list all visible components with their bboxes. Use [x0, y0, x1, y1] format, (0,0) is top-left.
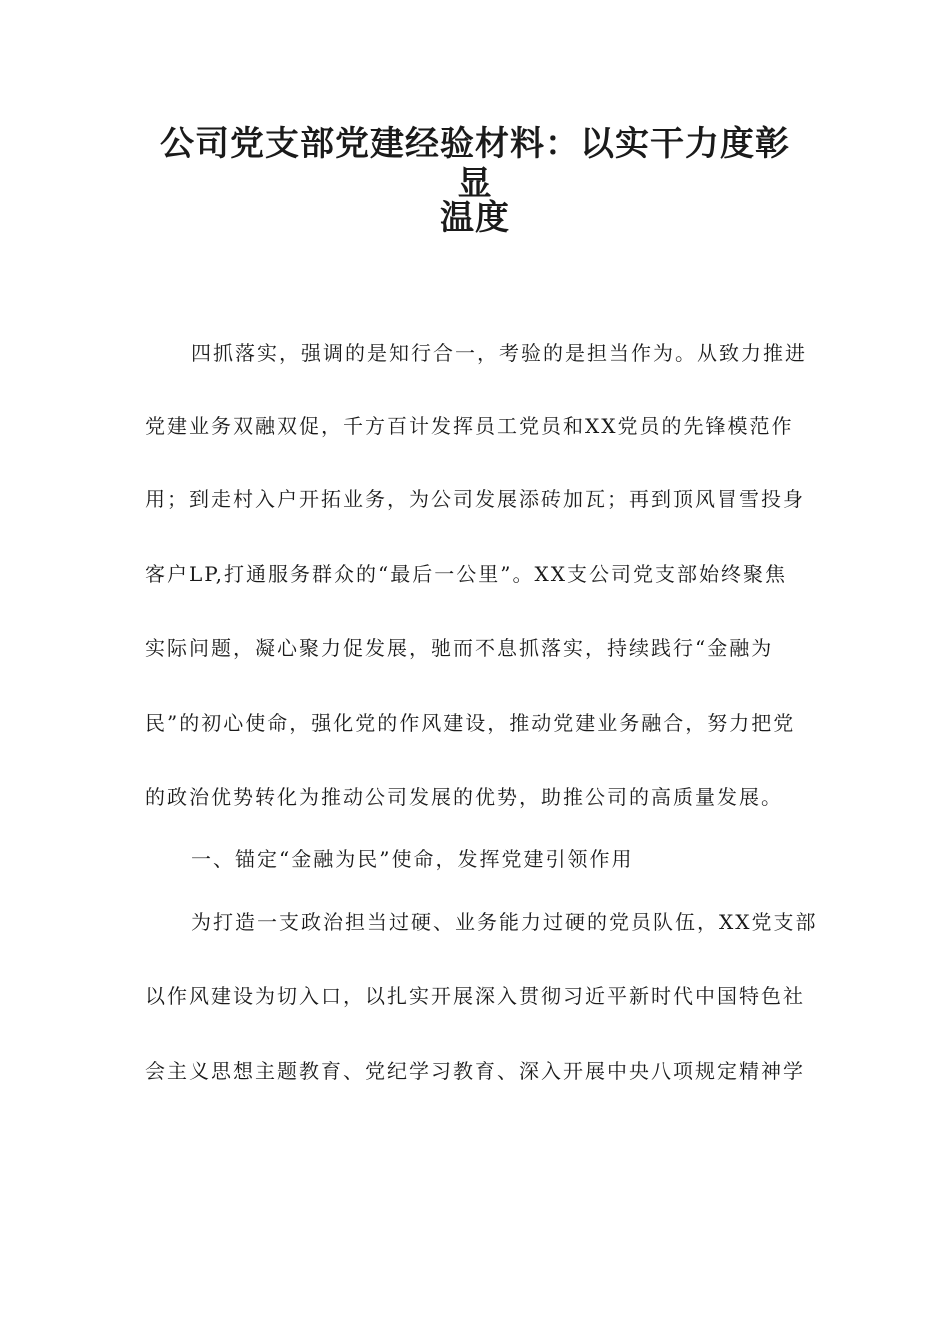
document-title-line-2: 温度	[440, 198, 510, 238]
paragraph-1-line: 的政治优势转化为推动公司发展的优势，助推公司的高质量发展。	[145, 785, 783, 809]
paragraph-1-line: 党建业务双融双促，千方百计发挥员工党员和XX党员的先锋模范作	[145, 414, 794, 438]
paragraph-2-line: 会主义思想主题教育、党纪学习教育、深入开展中央八项规定精神学	[145, 1059, 805, 1083]
paragraph-1-line: 民”的初心使命，强化党的作风建设，推动党建业务融合，努力把党	[145, 711, 796, 735]
paragraph-1-line: 四抓落实，强调的是知行合一，考验的是担当作为。从致力推进	[191, 341, 807, 365]
paragraph-1-line: 客户LP,打通服务群众的“最后一公里”。XX支公司党支部始终聚焦	[145, 562, 787, 586]
paragraph-1-line: 用；到走村入户开拓业务，为公司发展添砖加瓦；再到顶风冒雪投身	[145, 487, 805, 511]
paragraph-1-line: 实际问题，凝心聚力促发展，驰而不息抓落实，持续践行“金融为	[145, 636, 774, 660]
section-heading: 一、锚定“金融为民”使命，发挥党建引领作用	[191, 847, 634, 871]
paragraph-2-line: 为打造一支政治担当过硬、业务能力过硬的党员队伍，XX党支部	[191, 910, 818, 934]
paragraph-2-line: 以作风建设为切入口，以扎实开展深入贯彻习近平新时代中国特色社	[145, 984, 805, 1008]
document-title-line-1: 公司党支部党建经验材料：以实干力度彰显	[160, 124, 790, 204]
